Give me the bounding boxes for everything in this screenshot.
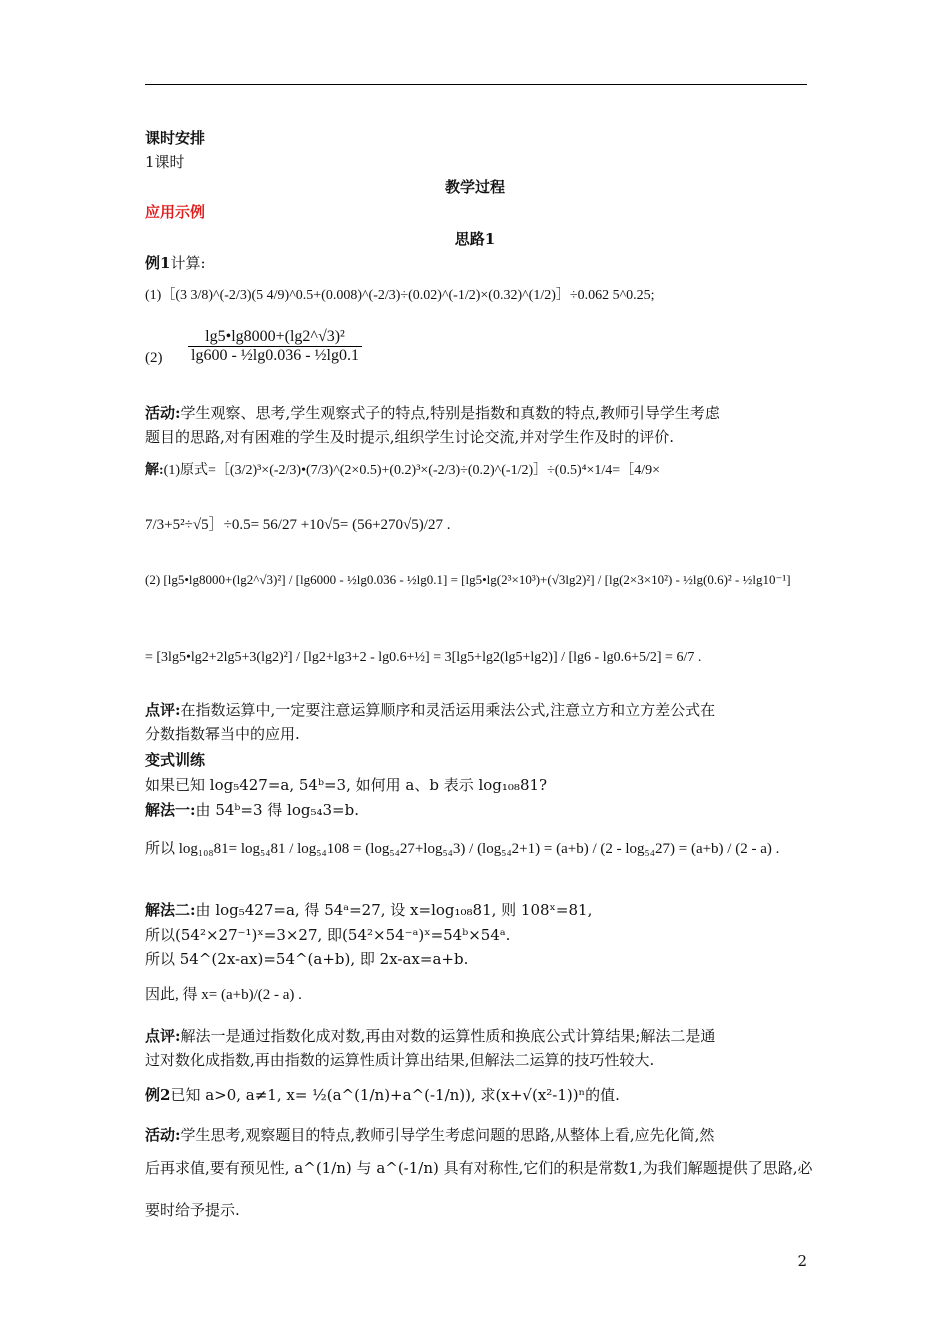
example2-text: 已知 a>0, a≠1, x= ½(a^(1/n)+a^(-1/n)), 求(x+√(x²-1))ⁿ的值. <box>170 1086 620 1104</box>
solution-text-1: (1)原式=［(3/2)³×(-2/3)•(7/3)^(2×0.5)+(0.2)³×(-2/3)÷(0.2)^(-1/2)］÷(0.5)⁴×1/4=［4/9× <box>163 463 660 478</box>
process-title: 教学过程 <box>444 178 505 196</box>
page-number: 2 <box>797 1252 807 1270</box>
example1-activity-line1 <box>145 403 720 423</box>
example1-heading <box>145 253 206 273</box>
example1-comment-line2: 分数指数幂当中的应用. <box>145 725 300 743</box>
variant-problem: 如果已知 log₅427=a, 54ᵇ=3, 如何用 a、b 表示 log₁₀₈81? <box>145 776 548 794</box>
solution-label: 解: <box>145 463 164 478</box>
example2-activity-text-1: 学生思考,观察题目的特点,教师引导学生考虑问题的思路,从整体上看,应先化简,然 <box>180 1126 715 1144</box>
variant-comment-line1 <box>145 1026 715 1046</box>
part2-denominator: lg600 - ½lg0.036 - ½lg0.1 <box>191 347 359 364</box>
example2-line <box>145 1085 620 1105</box>
example2-activity-line1 <box>145 1125 714 1145</box>
example2-activity-line2: 后再求值,要有预见性, a^(1/n) 与 a^(-1/n) 具有对称性,它们的积是常数1,为我们解题提供了思路,必 <box>145 1159 813 1177</box>
solution-line2: 7/3+5²÷√5］÷0.5= 56/27 +10√5= (56+270√5)/27 . <box>145 517 451 533</box>
example1-comment-line1 <box>145 700 715 720</box>
example1-part2-fraction <box>188 328 362 365</box>
method2-line2: 所以(54²×27⁻¹)ˣ=3×27, 即(54²×54⁻ᵃ)ˣ=54ᵇ×54ᵃ. <box>145 926 511 944</box>
method2-label: 解法二: <box>145 901 196 919</box>
variant-comment-label: 点评: <box>145 1027 181 1045</box>
example1-label: 例1 <box>145 254 171 272</box>
variant-title: 变式训练 <box>145 751 206 769</box>
schedule-title: 课时安排 <box>145 129 206 147</box>
method2-line1 <box>145 900 592 920</box>
method2-line4: 因此, 得 x= (a+b)/(2 - a) . <box>145 987 302 1003</box>
method1-line <box>145 800 359 820</box>
example1-part2-label: (2) <box>145 350 163 366</box>
comment-text-1: 在指数运算中,一定要注意运算顺序和灵活运用乘法公式,注意立方和立方差公式在 <box>180 701 716 719</box>
application-title: 应用示例 <box>145 203 206 221</box>
part2-numerator: lg5•lg8000+(lg2^√3)² <box>188 328 362 347</box>
solution-part2-line2: = [3lg5•lg2+2lg5+3(lg2)²] / [lg2+lg3+2 - lg0.6+½] = 3[lg5+lg2(lg5+lg2)] / [lg6 - lg0.6+5/2] = 6/7 . <box>145 650 702 665</box>
example2-label: 例2 <box>145 1086 171 1104</box>
method1-result: 所以 log₁₀₈81= log₅₄81 / log₅₄108 = (log₅₄27+log₅₄3) / (log₅₄2+1) = (a+b) / (2 - log₅₄27) = (a+b) / (2 - a) . <box>145 841 780 857</box>
activity-text-1: 学生观察、思考,学生观察式子的特点,特别是指数和真数的特点,教师引导学生考虑 <box>180 404 720 422</box>
method1-text: 由 54ᵇ=3 得 log₅₄3=b. <box>195 801 359 819</box>
example2-activity-line3: 要时给予提示. <box>145 1201 240 1219</box>
method2-text-1: 由 log₅427=a, 得 54ᵃ=27, 设 x=log₁₀₈81, 则 108ˣ=81, <box>195 901 593 919</box>
schedule-value: 1课时 <box>145 153 185 171</box>
method2-line3: 所以 54^(2x-ax)=54^(a+b), 即 2x-ax=a+b. <box>145 950 469 968</box>
solution-line1 <box>145 461 660 481</box>
example1-prompt: 计算: <box>170 254 206 272</box>
variant-comment-text-1: 解法一是通过指数化成对数,再由对数的运算性质和换底公式计算结果;解法二是通 <box>180 1027 716 1045</box>
example2-activity-label: 活动: <box>145 1126 181 1144</box>
method1-label: 解法一: <box>145 801 196 819</box>
variant-comment-line2: 过对数化成指数,再由指数的运算性质计算出结果,但解法二运算的技巧性较大. <box>145 1051 655 1069</box>
idea-title: 思路1 <box>454 230 496 248</box>
activity-label: 活动: <box>145 404 181 422</box>
header-rule <box>145 84 807 85</box>
example1-activity-line2: 题目的思路,对有困难的学生及时提示,组织学生讨论交流,并对学生作及时的评价. <box>145 428 675 446</box>
example1-part1: (1)［(3 3/8)^(-2/3)(5 4/9)^0.5+(0.008)^(-2/3)÷(0.02)^(-1/2)×(0.32)^(1/2)］÷0.062 5^0.25; <box>145 288 655 303</box>
comment-label: 点评: <box>145 701 181 719</box>
solution-part2-line1: (2) [lg5•lg8000+(lg2^√3)²] / [lg6000 - ½lg0.036 - ½lg0.1] = [lg5•lg(2³×10³)+(√3lg2)²] / [lg(2×3×10²) - ½lg(0.6)² - ½lg10⁻¹] <box>145 572 791 587</box>
